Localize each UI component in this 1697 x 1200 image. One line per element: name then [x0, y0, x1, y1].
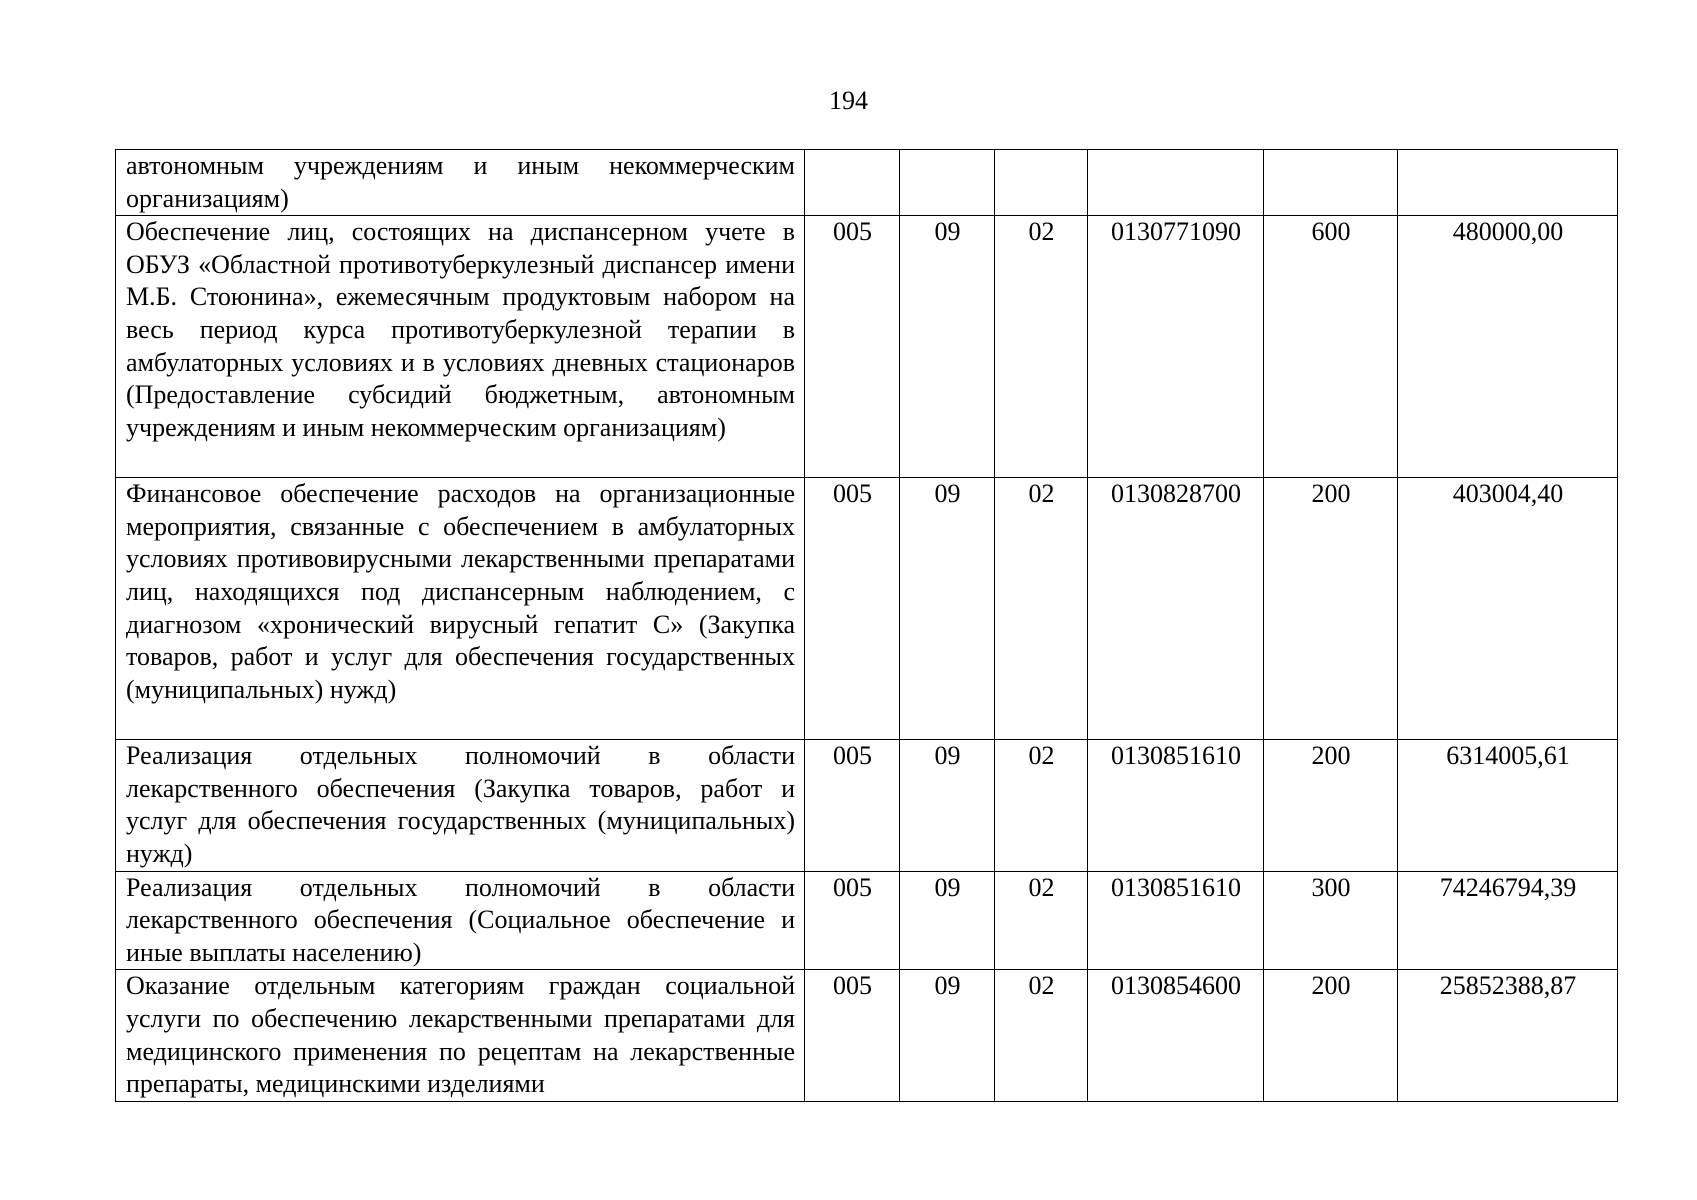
table-row: [116, 970, 1618, 1101]
row-cs: [1088, 150, 1264, 216]
table-row: [116, 478, 1618, 740]
table-row: [116, 740, 1618, 871]
row-pr: 02: [995, 478, 1088, 740]
table-row: [116, 216, 1618, 478]
row-description: Реализация отдельных полномочий в области лекарственного обеспечения (Закупка товаров, работ и услуг для обеспечения государственных (муниципальных) нужд): [116, 740, 805, 871]
row-sum: 74246794,39: [1398, 871, 1618, 970]
row-vr: 300: [1264, 871, 1398, 970]
row-description: Оказание отдельным категориям граждан социальной услуги по обеспечению лекарственными препаратами для медицинского применения по рецептам на лекарственные препараты, медицинскими изделиями: [116, 970, 805, 1101]
row-gr: [805, 150, 900, 216]
row-rz: 09: [900, 871, 995, 970]
row-pr: 02: [995, 740, 1088, 871]
row-vr: [1264, 150, 1398, 216]
row-cs: 0130771090: [1088, 216, 1264, 478]
table-row: [116, 150, 1618, 216]
row-vr: 600: [1264, 216, 1398, 478]
row-rz: 09: [900, 970, 995, 1101]
row-gr: 005: [805, 216, 900, 478]
row-pr: 02: [995, 871, 1088, 970]
row-gr: 005: [805, 970, 900, 1101]
row-cs: 0130851610: [1088, 740, 1264, 871]
row-gr: 005: [805, 478, 900, 740]
row-sum: 480000,00: [1398, 216, 1618, 478]
row-gr: 005: [805, 871, 900, 970]
row-gr: 005: [805, 740, 900, 871]
row-sum: 6314005,61: [1398, 740, 1618, 871]
row-pr: [995, 150, 1088, 216]
row-description: автономным учреждениям и иным некоммерческим организациям): [116, 150, 805, 216]
row-description: Реализация отдельных полномочий в области лекарственного обеспечения (Социальное обеспечение и иные выплаты населению): [116, 871, 805, 970]
row-cs: 0130854600: [1088, 970, 1264, 1101]
row-vr: 200: [1264, 740, 1398, 871]
row-pr: 02: [995, 216, 1088, 478]
row-vr: 200: [1264, 970, 1398, 1101]
row-rz: 09: [900, 478, 995, 740]
row-rz: [900, 150, 995, 216]
row-sum: [1398, 150, 1618, 216]
row-rz: 09: [900, 740, 995, 871]
row-sum: 25852388,87: [1398, 970, 1618, 1101]
row-rz: 09: [900, 216, 995, 478]
row-description: Обеспечение лиц, состоящих на диспансерном учете в ОБУЗ «Областной противотуберкулезный диспансер имени М.Б. Стоюнина», ежемесячным продуктовым набором на весь период курса противотуберкулезной терапии в амбулаторных условиях и в условиях дневных стационаров (Предоставление субсидий бюджетным, автономным учреждениям и иным некоммерческим организациям): [116, 216, 805, 478]
row-cs: 0130851610: [1088, 871, 1264, 970]
page-number: 194: [829, 86, 868, 115]
row-vr: 200: [1264, 478, 1398, 740]
budget-table: [115, 149, 1618, 1102]
row-cs: 0130828700: [1088, 478, 1264, 740]
row-pr: 02: [995, 970, 1088, 1101]
table-row: [116, 871, 1618, 970]
row-sum: 403004,40: [1398, 478, 1618, 740]
row-description: Финансовое обеспечение расходов на организационные мероприятия, связанные с обеспечением в амбулаторных условиях противовирусными лекарственными препаратами лиц, находящихся под диспансерным наблюдением, с диагнозом «хронический вирусный гепатит С» (Закупка товаров, работ и услуг для обеспечения государственных (муниципальных) нужд): [116, 478, 805, 740]
